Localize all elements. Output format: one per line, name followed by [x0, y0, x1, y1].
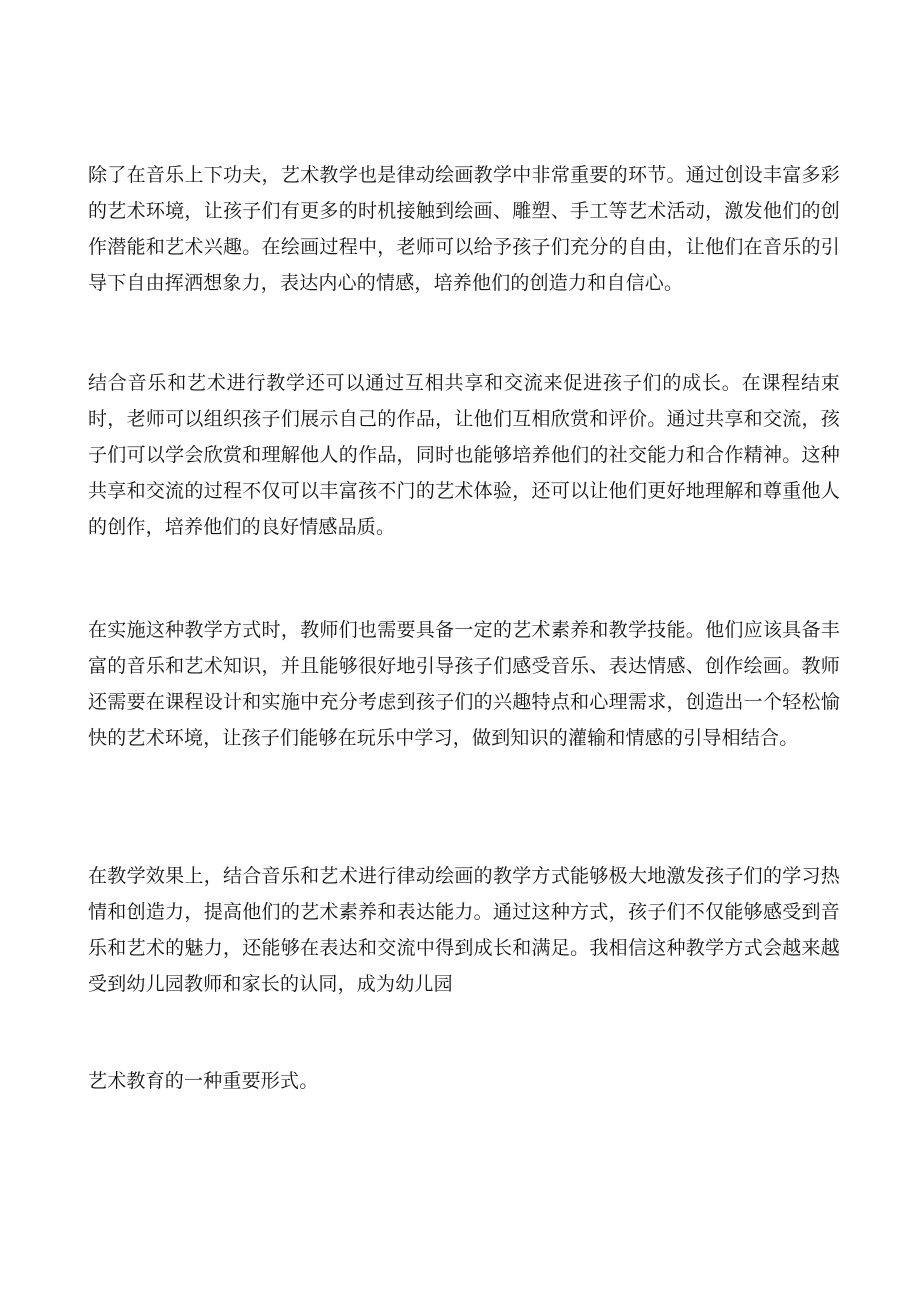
paragraph-teacher-skills: 在实施这种教学方式时，教师们也需要具备一定的艺术素养和教学技能。他们应该具备丰富的音乐和艺术知识，并且能够很好地引导孩子们感受音乐、表达情感、创作绘画。教师还需要在课程设计和实施中充分考虑到孩子们的兴趣特点和心理需求，创造出一个轻松愉快的艺术环境，让孩子们能够在玩乐中学习，做到知识的灌输和情感的引导相结合。 — [88, 619, 840, 749]
paragraph-sharing-exchange: 结合音乐和艺术进行教学还可以通过互相共享和交流来促进孩子们的成长。在课程结束时，老师可以组织孩子们展示自己的作品，让他们互相欣赏和评价。通过共享和交流，孩子们可以学会欣赏和理解他人的作品，同时也能够培养他们的社交能力和合作精神。这种共享和交流的过程不仅可以丰富孩不门的艺术体验，还可以让他们更好地理解和尊重他人的创作，培养他们的良好情感品质。 — [88, 372, 840, 538]
paragraph-art-teaching: 除了在音乐上下功夫，艺术教学也是律动绘画教学中非常重要的环节。通过创设丰富多彩的艺术环境，让孩子们有更多的时机接触到绘画、雕塑、手工等艺术活动，激发他们的创作潜能和艺术兴趣。在绘画过程中，老师可以给予孩子们充分的自由，让他们在音乐的引导下自由挥洒想象力，表达内心的情感，培养他们的创造力和自信心。 — [88, 164, 840, 294]
paragraph-teaching-effect: 在教学效果上，结合音乐和艺术进行律动绘画的教学方式能够极大地激发孩子们的学习热情和创造力，提高他们的艺术素养和表达能力。通过这种方式，孩子们不仅能够感受到音乐和艺术的魅力，还能够在表达和交流中得到成长和满足。我相信这种教学方式会越来越受到幼儿园教师和家长的认同，成为幼儿园 — [88, 865, 840, 995]
paragraph-closing: 艺术教育的一种重要形式。 — [88, 1070, 319, 1092]
